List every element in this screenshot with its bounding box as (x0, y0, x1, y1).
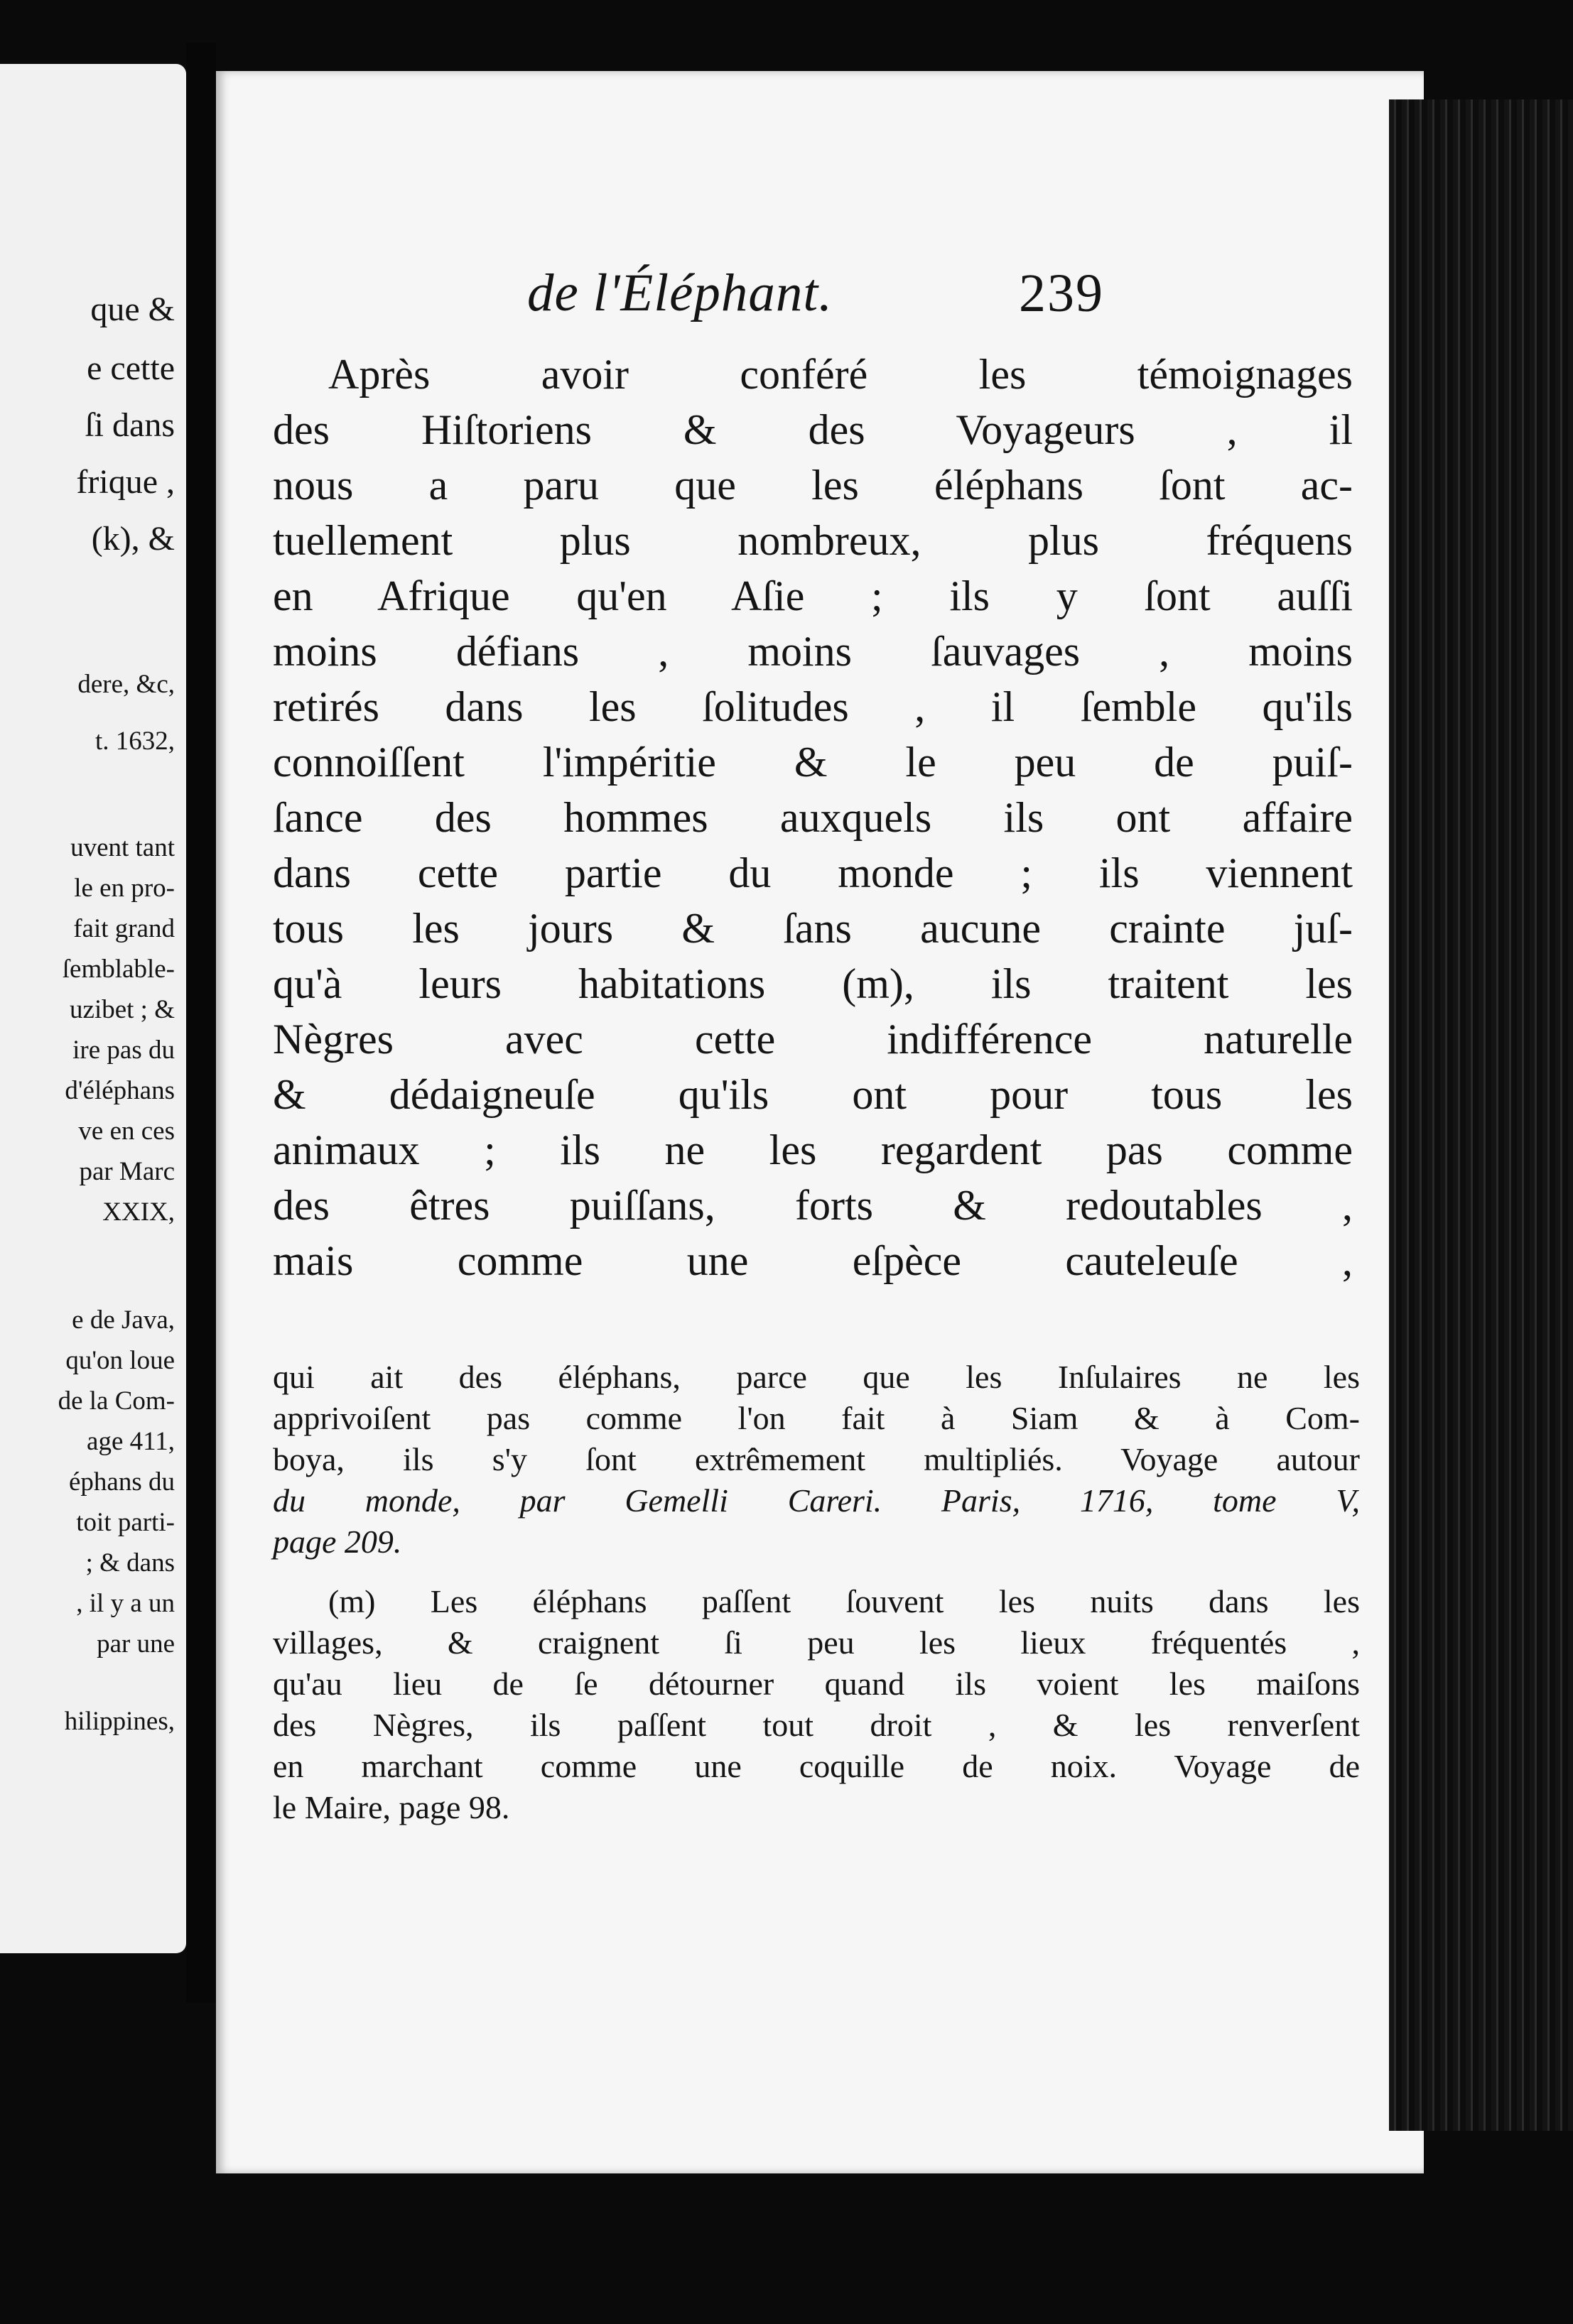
left-page-fragment: e cette (87, 349, 175, 387)
left-page-fragment: frique , (76, 463, 175, 501)
left-page-fragment: e de Java, (72, 1305, 175, 1335)
left-page-fragment: hilippines, (64, 1707, 175, 1736)
left-page-fragment: que & (90, 290, 175, 328)
footnotes (273, 1357, 1360, 1828)
footnote-line: villages, & craignent ſi peu les lieux fréquentés , (273, 1624, 1360, 1661)
left-page (0, 64, 186, 1953)
body-line: des êtres puiſſans, forts & redoutables , (273, 1182, 1353, 1229)
left-page-fragment: ve en ces (78, 1117, 175, 1146)
body-line: animaux ; ils ne les regardent pas comme (273, 1126, 1353, 1173)
footnote-line: boya, ils s'y ſont extrêmement multipliés. Voyage autour (273, 1441, 1360, 1477)
left-page-fragment: éphans du (69, 1467, 175, 1497)
left-page-fragment: t. 1632, (94, 727, 175, 756)
left-page-fragment: ire pas du (72, 1036, 175, 1065)
left-page-fragment: ; & dans (85, 1548, 175, 1578)
footnote-line: le Maire, page 98. (273, 1789, 510, 1825)
running-head-title: de l'Éléphant. (527, 264, 833, 322)
footnote-line: des Nègres, ils paſſent tout droit , & les renverſent (273, 1707, 1360, 1743)
body-line: mais comme une eſpèce cauteleuſe , (273, 1237, 1353, 1284)
left-page-fragment: (k), & (91, 520, 175, 558)
footnote-line: qu'au lieu de ſe détourner quand ils voient les maiſons (273, 1666, 1360, 1702)
body-line: tous les jours & ſans aucune crainte juſ- (273, 905, 1353, 952)
left-page-fragment: d'éléphans (65, 1076, 175, 1105)
body-line: ſance des hommes auxquels ils ont affaire (273, 794, 1353, 841)
body-line: en Afrique qu'en Aſie ; ils y ſont auſſi (273, 572, 1353, 619)
left-page-fragment: fait grand (73, 914, 175, 943)
body-line: qu'à leurs habitations (m), ils traitent les (273, 960, 1353, 1007)
body-line: Après avoir conféré les témoignages (328, 351, 1353, 398)
page-number: 239 (1019, 264, 1104, 323)
body-line: retirés dans les ſolitudes , il ſemble qu'ils (273, 683, 1353, 730)
body-line: moins défians , moins ſauvages , moins (273, 628, 1353, 675)
left-page-fragment: , il y a un (76, 1589, 175, 1618)
body-line: dans cette partie du monde ; ils viennent (273, 849, 1353, 896)
left-page-fragment: par Marc (79, 1157, 175, 1186)
footnote-line: du monde, par Gemelli Careri. Paris, 1716, tome V, (273, 1482, 1360, 1519)
left-page-fragment: uvent tant (70, 833, 175, 862)
left-page-fragment: toit parti- (76, 1508, 175, 1537)
footnote-line: en marchant comme une coquille de noix. Voyage de (273, 1748, 1360, 1784)
left-page-fragment: XXIX, (102, 1198, 175, 1227)
running-head (216, 263, 1424, 327)
body-line: nous a paru que les éléphans ſont ac- (273, 462, 1353, 509)
footnote-line: (m) Les éléphans paſſent ſouvent les nuits dans les (328, 1583, 1360, 1619)
footnote-line: qui ait des éléphans, parce que les Inſulaires ne les (273, 1359, 1360, 1395)
left-page-fragment: de la Com- (58, 1386, 175, 1416)
left-page-fragment: ſemblable- (62, 955, 175, 984)
left-page-fragment: age 411, (87, 1427, 175, 1456)
body-line: Nègres avec cette indifférence naturelle (273, 1016, 1353, 1063)
left-page-fragment: ſi dans (85, 406, 175, 444)
left-page-fragment: qu'on loue (65, 1346, 175, 1375)
body-line: & dédaigneuſe qu'ils ont pour tous les (273, 1071, 1353, 1118)
right-page (216, 71, 1424, 2173)
footnote-m (273, 1581, 1360, 1828)
left-page-fragment: par une (97, 1629, 175, 1658)
left-page-fragment: uzibet ; & (70, 995, 175, 1024)
body-paragraph (273, 347, 1353, 1288)
book-fore-edge (1389, 99, 1573, 2131)
body-line: tuellement plus nombreux, plus fréquens (273, 517, 1353, 564)
footnote-l (273, 1357, 1360, 1563)
body-line: connoiſſent l'impéritie & le peu de puiſ- (273, 739, 1353, 786)
left-page-fragment: le en pro- (74, 874, 175, 903)
footnote-line: apprivoiſent pas comme l'on fait à Siam & à Com- (273, 1400, 1360, 1436)
book-gutter (186, 43, 216, 2003)
left-page-fragment: dere, &c, (77, 670, 175, 699)
footnote-line: page 209. (273, 1524, 402, 1560)
body-line: des Hiſtoriens & des Voyageurs , il (273, 406, 1353, 453)
